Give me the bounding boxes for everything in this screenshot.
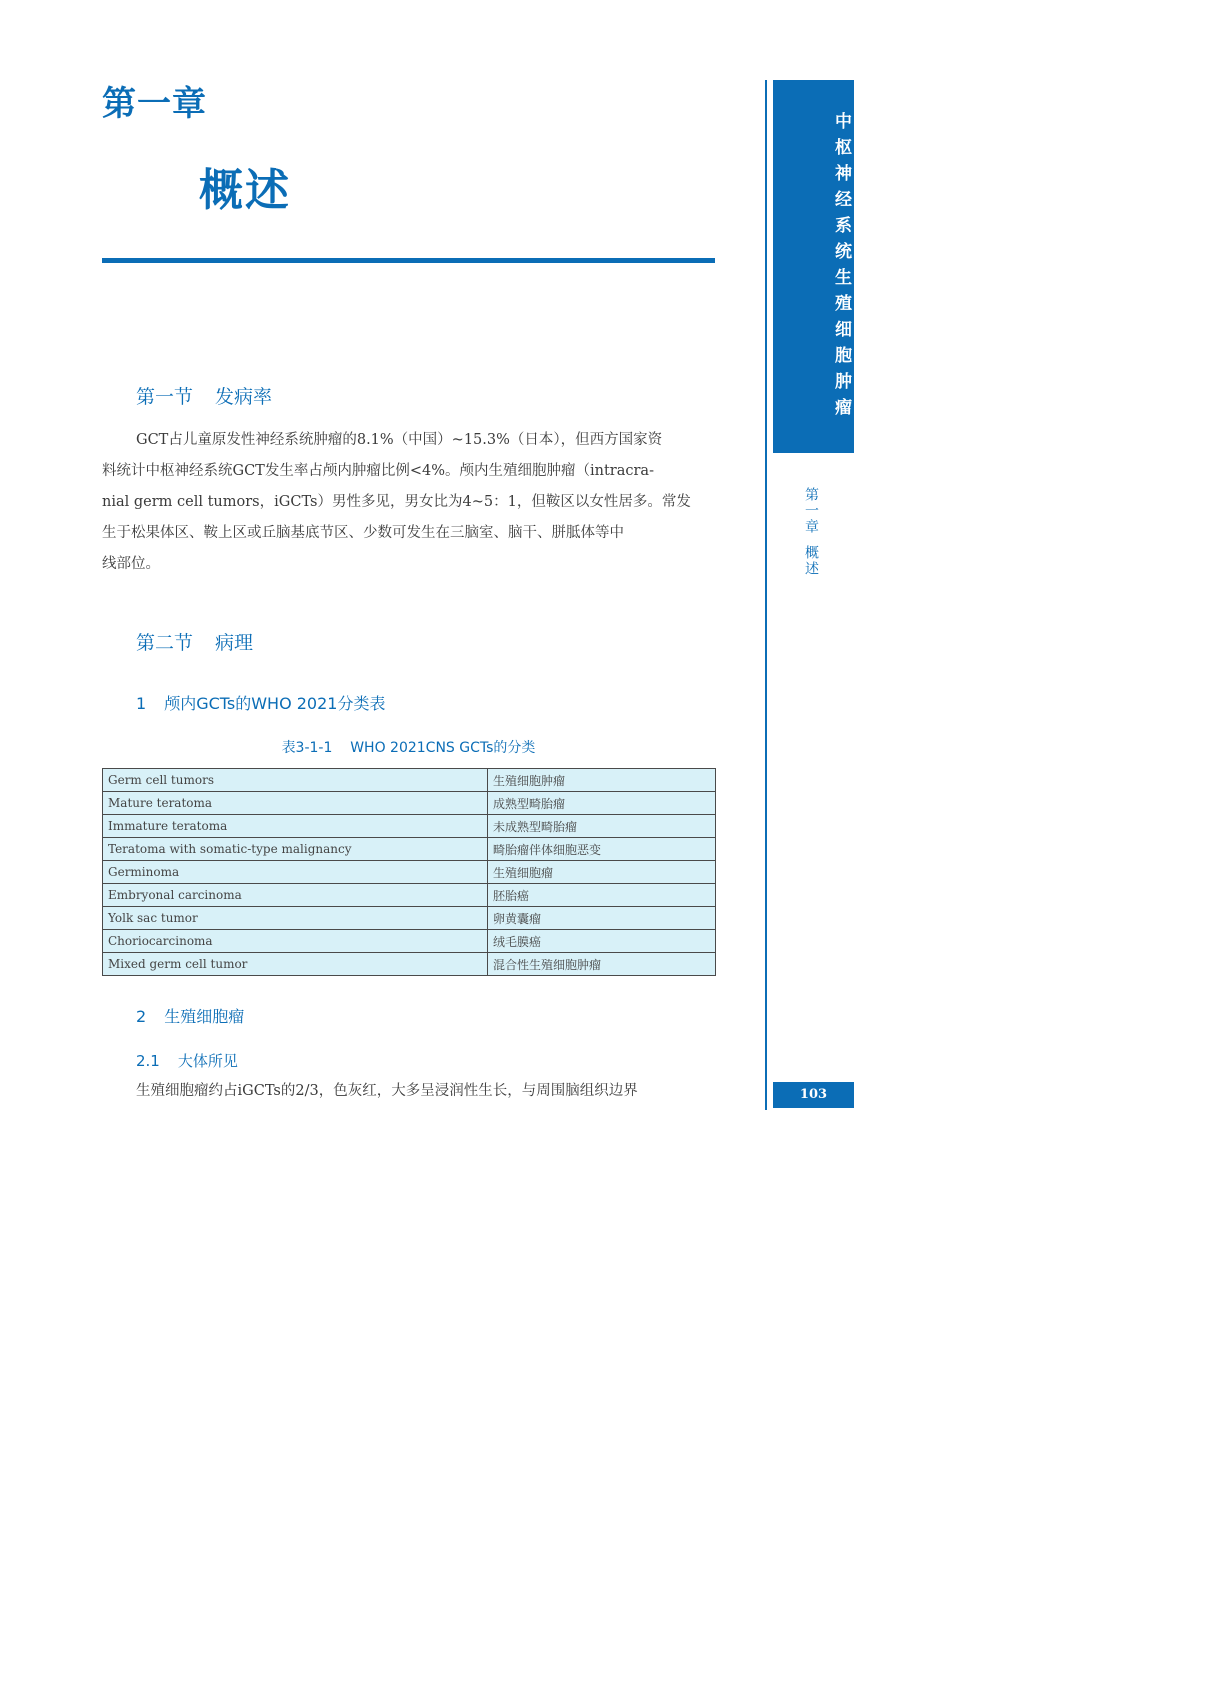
table-row (103, 815, 716, 838)
book-title-banner (773, 80, 854, 453)
table-row (103, 838, 716, 861)
table-row (103, 769, 716, 792)
running-chapter-name: 概述 (803, 545, 819, 577)
section-title: 发病率 (215, 386, 273, 408)
section-number: 第二节 (136, 632, 194, 654)
chapter-label: 第一章 (102, 84, 207, 124)
table-cell-chinese: 绒毛膜癌 (488, 930, 716, 953)
subheading-title: 大体所见 (177, 1052, 238, 1070)
table-row (103, 861, 716, 884)
subheading-title: 生殖细胞瘤 (164, 1007, 245, 1026)
table-cell-chinese: 生殖细胞肿瘤 (488, 769, 716, 792)
table-row (103, 930, 716, 953)
chapter-title: 概述 (199, 165, 291, 216)
section-heading-incidence (136, 382, 272, 409)
table-cell-english: Germ cell tumors (103, 769, 488, 792)
title-divider (102, 258, 715, 263)
table-row (103, 953, 716, 976)
paragraph-line: nial germ cell tumors，iGCTs）男性多见，男女比为4~5：1，但鞍区以女性居多。常发 (102, 494, 691, 510)
section-heading-pathology (136, 628, 253, 655)
table-cell-chinese: 卵黄囊瘤 (488, 907, 716, 930)
subheading-number: 1 (136, 694, 147, 713)
book-title: 中枢神经系统生殖细胞肿瘤 (831, 112, 851, 424)
gross-appearance-paragraph: 生殖细胞瘤约占iGCTs的2/3，色灰红，大多呈浸润性生长，与周围脑组织边界 (136, 1083, 638, 1099)
subheading-number: 2.1 (136, 1052, 160, 1070)
table-cell-english: Immature teratoma (103, 815, 488, 838)
table-cell-english: Mixed germ cell tumor (103, 953, 488, 976)
table-cell-chinese: 畸胎瘤伴体细胞恶变 (488, 838, 716, 861)
table-row (103, 884, 716, 907)
subheading-gross-appearance (136, 1050, 238, 1071)
running-chapter-header (795, 487, 821, 577)
subheading-germinoma (136, 1004, 244, 1027)
paragraph-line: 生于松果体区、鞍上区或丘脑基底节区、少数可发生在三脑室、脑干、胼胝体等中 (102, 525, 624, 541)
table-cell-chinese: 混合性生殖细胞肿瘤 (488, 953, 716, 976)
table-caption-number: 表3-1-1 (281, 740, 333, 756)
margin-rule (765, 80, 767, 1110)
paragraph-line: GCT占儿童原发性神经系统肿瘤的8.1%（中国）~15.3%（日本），但西方国家资 (136, 432, 663, 448)
table-cell-chinese: 未成熟型畸胎瘤 (488, 815, 716, 838)
table-cell-chinese: 胚胎癌 (488, 884, 716, 907)
incidence-paragraph (102, 425, 715, 580)
table-cell-english: Mature teratoma (103, 792, 488, 815)
section-number: 第一节 (136, 386, 194, 408)
table-cell-english: Yolk sac tumor (103, 907, 488, 930)
table-caption (102, 737, 715, 757)
subheading-number: 2 (136, 1007, 147, 1026)
table-row (103, 792, 716, 815)
table-cell-english: Germinoma (103, 861, 488, 884)
paragraph-line: 线部位。 (102, 556, 160, 572)
subheading-title: 颅内GCTs的WHO 2021分类表 (164, 694, 386, 713)
who-classification-table (102, 768, 716, 976)
paragraph-line: 料统计中枢神经系统GCT发生率占颅内肿瘤比例<4%。颅内生殖细胞肿瘤（intracra- (102, 463, 654, 479)
running-chapter-number: 第一章 (803, 487, 819, 535)
section-title: 病理 (215, 632, 254, 654)
table-cell-english: Teratoma with somatic-type malignancy (103, 838, 488, 861)
table-row (103, 907, 716, 930)
subheading-who-classification (136, 691, 385, 714)
table-cell-chinese: 生殖细胞瘤 (488, 861, 716, 884)
table-caption-title: WHO 2021CNS GCTs的分类 (350, 740, 536, 756)
table-cell-english: Embryonal carcinoma (103, 884, 488, 907)
page-number: 103 (773, 1082, 854, 1108)
table-cell-chinese: 成熟型畸胎瘤 (488, 792, 716, 815)
table-cell-english: Choriocarcinoma (103, 930, 488, 953)
